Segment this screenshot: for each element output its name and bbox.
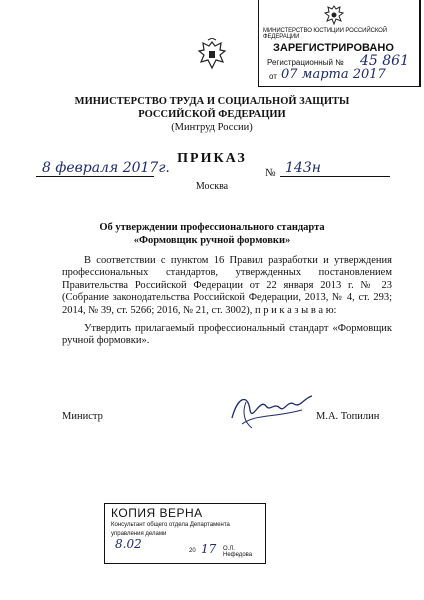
copy-stamp-line-1: Консультант общего отдела Департамента (111, 522, 230, 528)
copy-stamp-date: 8.02 (115, 537, 142, 551)
ministry-name (60, 95, 364, 121)
order-number-line (280, 176, 390, 177)
ministry-line-2: РОССИЙСКОЙ ФЕДЕРАЦИИ (138, 109, 286, 120)
order-city: Москва (195, 181, 229, 192)
order-type: ПРИКАЗ (177, 151, 247, 166)
copy-stamp-line-2: управления делами (111, 531, 167, 537)
stamp-status: ЗАРЕГИСТРИРОВАНО (273, 42, 394, 54)
title-line-2: «Формовщик ручной формовки» (133, 235, 291, 246)
title-line-1: Об утверждении профессионального стандарта (99, 222, 325, 233)
ministry-line-1: МИНИСТЕРСТВО ТРУДА И СОЦИАЛЬНОЙ ЗАЩИТЫ (74, 96, 350, 107)
copy-stamp (104, 503, 266, 564)
copy-stamp-year: 17 (201, 542, 217, 556)
stamp-number: 45 861 (360, 53, 409, 69)
body-paragraph-1: В соответствии с пунктом 16 Правил разработки и утверждения профессиональных стандартов, утвержденных постановлением Правительства Российской Федерации от 22 января 2013 г. № 23 (Собрание законодательства Российской Федерации, 2013, № 4, ст. 293; 2014, № 39, ст. 5266; 2016, № 21, ст. 3002), п р и к а з ы в а ю: (62, 255, 392, 316)
stamp-number-label: Регистрационный № (267, 58, 344, 67)
handwritten-signature (222, 388, 316, 436)
copy-stamp-year-prefix: 20 (189, 548, 196, 554)
order-number: 143н (285, 160, 321, 176)
copy-stamp-signer: О.Л. Нефедова (223, 546, 253, 558)
stamp-date: 07 марта 2017 (281, 67, 386, 82)
order-date-line (36, 176, 154, 177)
copy-stamp-title: КОПИЯ ВЕРНА (111, 506, 203, 520)
ministry-short: (Минтруд России) (171, 122, 253, 133)
order-number-label: № (265, 167, 276, 179)
emblem-eagle-icon (323, 3, 345, 27)
stamp-ministry: МИНИСТЕРСТВО ЮСТИЦИИ РОССИЙСКОЙ ФЕДЕРАЦИИ (263, 28, 387, 40)
registration-stamp (258, 0, 421, 87)
order-date: 8 февраля 2017г. (42, 160, 170, 176)
body-paragraph-2: Утвердить прилагаемый профессиональный стандарт «Формовщик ручной формовки». (62, 323, 392, 347)
coat-of-arms-icon (197, 38, 227, 72)
stamp-date-prefix: от (269, 72, 277, 81)
document-title (60, 221, 364, 247)
signer-name: М.А. Топилин (316, 411, 380, 422)
signer-position: Министр (62, 411, 103, 422)
